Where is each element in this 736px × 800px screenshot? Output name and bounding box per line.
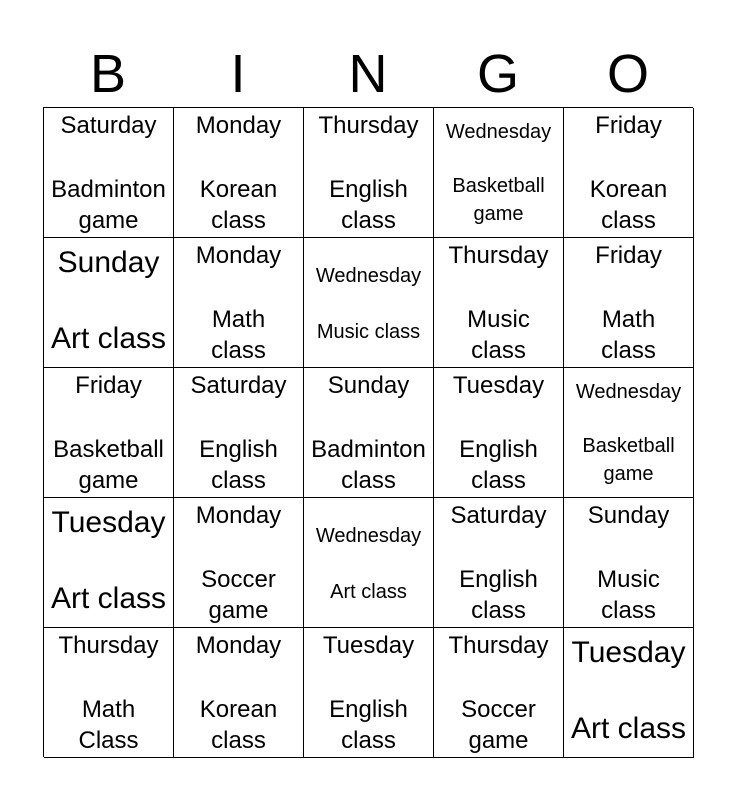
bingo-cell	[304, 628, 434, 758]
cell-day: Sunday	[327, 372, 410, 399]
cell-day: Monday	[195, 502, 282, 529]
bingo-cell	[304, 108, 434, 238]
bingo-cell	[44, 238, 174, 368]
cell-activity: Badminton class	[311, 436, 426, 494]
cell-activity: Basketball game	[452, 175, 545, 225]
cell-activity: Basketball game	[582, 435, 675, 485]
cell-day: Sunday	[587, 502, 670, 529]
cell-day: Monday	[195, 112, 282, 139]
bingo-cell	[44, 498, 174, 628]
cell-day: Friday	[75, 372, 142, 399]
header-letter-i: I	[230, 44, 246, 104]
bingo-cell	[434, 498, 564, 628]
bingo-cell	[304, 238, 434, 368]
cell-activity: Korean class	[199, 176, 278, 234]
bingo-cell	[174, 368, 304, 498]
header-letter-g: G	[476, 44, 519, 104]
cell-activity: Badminton game	[51, 176, 166, 234]
bingo-cell	[304, 368, 434, 498]
cell-day: Monday	[195, 242, 282, 269]
bingo-cell	[564, 628, 694, 758]
bingo-cell	[564, 108, 694, 238]
cell-activity: English class	[459, 436, 538, 494]
bingo-grid	[43, 107, 693, 757]
cell-day: Thursday	[448, 632, 549, 659]
cell-activity: Art class	[330, 581, 407, 603]
cell-day: Wednesday	[315, 265, 422, 287]
cell-day: Wednesday	[575, 381, 682, 403]
cell-day: Tuesday	[51, 506, 166, 539]
bingo-cell	[44, 628, 174, 758]
cell-day: Friday	[595, 242, 662, 269]
cell-activity: Art class	[50, 582, 167, 615]
cell-day: Wednesday	[315, 525, 422, 547]
bingo-cell	[174, 498, 304, 628]
bingo-cell	[434, 628, 564, 758]
bingo-cell	[564, 498, 694, 628]
cell-activity: Soccer game	[461, 696, 536, 754]
cell-activity: English class	[199, 436, 278, 494]
bingo-cell	[44, 108, 174, 238]
header-letter-n: N	[348, 44, 388, 104]
bingo-header	[43, 40, 693, 108]
cell-activity: Korean class	[199, 696, 278, 754]
cell-activity: Math class	[601, 306, 656, 364]
cell-day: Tuesday	[571, 636, 686, 669]
cell-activity: Math Class	[78, 696, 139, 754]
bingo-cell	[174, 108, 304, 238]
cell-activity: Korean class	[589, 176, 668, 234]
cell-day: Saturday	[190, 372, 287, 399]
cell-activity: Soccer game	[201, 566, 276, 624]
header-letter-o: O	[606, 44, 649, 104]
cell-day: Sunday	[57, 246, 160, 279]
bingo-cell	[564, 238, 694, 368]
cell-activity: English class	[329, 176, 408, 234]
cell-activity: Music class	[467, 306, 530, 364]
bingo-cell	[304, 498, 434, 628]
bingo-cell	[434, 238, 564, 368]
cell-activity: English class	[329, 696, 408, 754]
cell-day: Wednesday	[445, 121, 552, 143]
cell-day: Thursday	[318, 112, 419, 139]
cell-activity: Art class	[50, 322, 167, 355]
cell-day: Thursday	[448, 242, 549, 269]
cell-day: Friday	[595, 112, 662, 139]
bingo-cell	[564, 368, 694, 498]
bingo-cell	[434, 368, 564, 498]
cell-activity: Art class	[570, 712, 687, 745]
cell-day: Thursday	[58, 632, 159, 659]
cell-day: Saturday	[450, 502, 547, 529]
bingo-cell	[174, 238, 304, 368]
cell-day: Saturday	[60, 112, 157, 139]
cell-activity: Music class	[597, 566, 660, 624]
bingo-cell	[44, 368, 174, 498]
cell-activity: Music class	[316, 321, 421, 343]
bingo-cell	[174, 628, 304, 758]
cell-day: Tuesday	[452, 372, 545, 399]
cell-activity: English class	[459, 566, 538, 624]
cell-activity: Math class	[211, 306, 266, 364]
bingo-cell	[434, 108, 564, 238]
cell-day: Monday	[195, 632, 282, 659]
header-letter-b: B	[89, 44, 127, 104]
cell-day: Tuesday	[322, 632, 415, 659]
cell-activity: Basketball game	[53, 436, 164, 494]
